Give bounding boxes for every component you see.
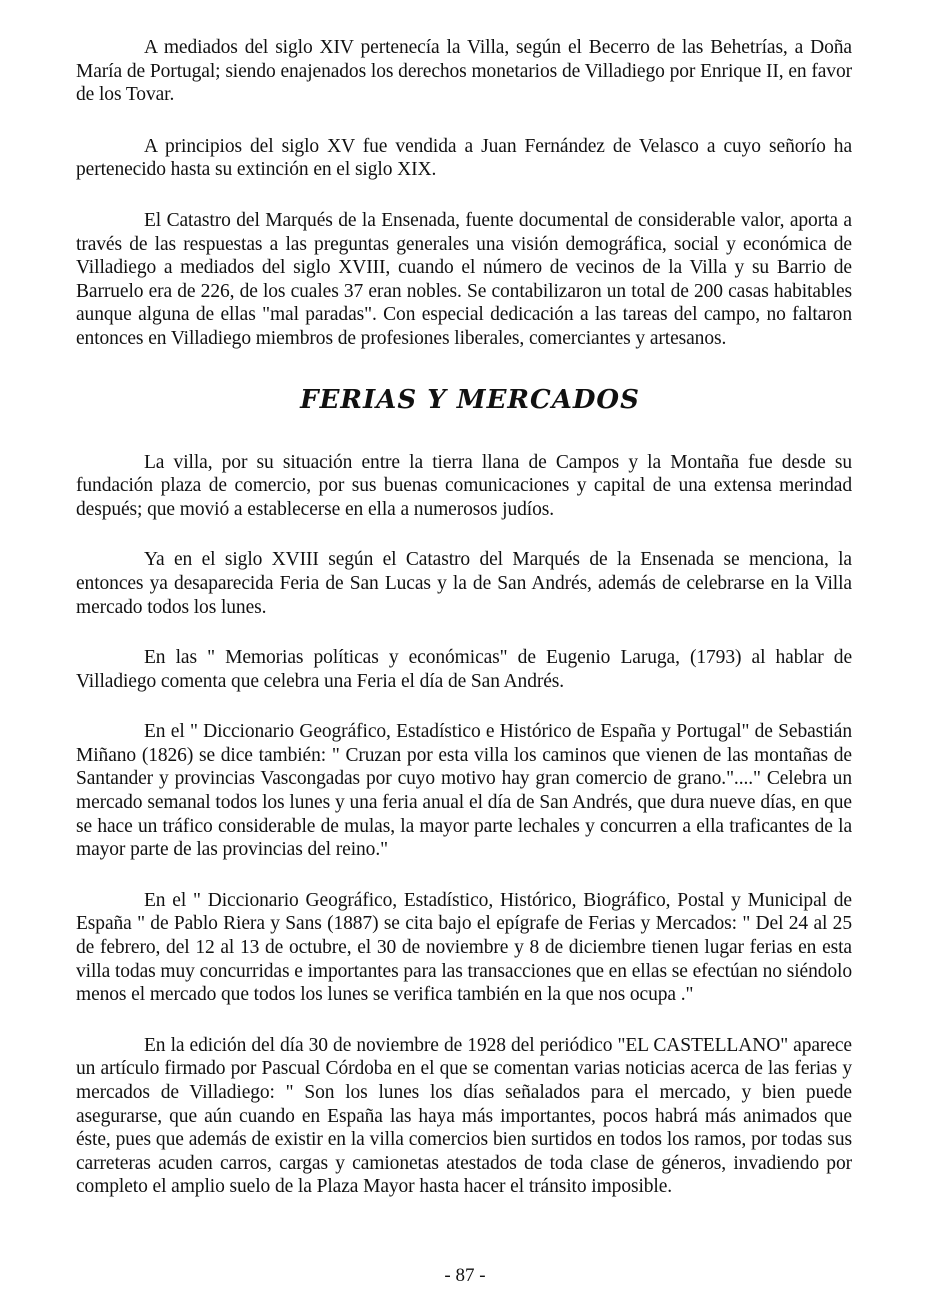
paragraph-villa-comercio: La villa, por su situación entre la tierra llana de Campos y la Montaña fue desde su fundación plaza de comercio, por sus buenas comunicaciones y capital de una extensa merindad después; que movió a establecerse en ella a numerosos judíos. (76, 451, 852, 520)
paragraph-minano: En el " Diccionario Geográfico, Estadístico e Histórico de España y Portugal" de Sebastián Miñano (1826) se dice también: " Cruzan por esta villa los caminos que vienen de las montañas de Santander y provincias Vascongadas por cuyo motivo hay gran comercio de grano."...." Celebra un mercado semanal todos los lunes y una feria anual el día de San Andrés, que dura nueve días, en que se hace un tráfico considerable de mulas, la mayor parte lechales y concurren a ella traficantes de la mayor parte de las provincias del reino." (76, 721, 852, 861)
paragraph-laruga: En las " Memorias políticas y económicas" de Eugenio Laruga, (1793) al hablar de Villadiego comenta que celebra una Feria el día de San Andrés. (76, 647, 852, 692)
paragraph-siglo-xv: A principios del siglo XV fue vendida a Juan Fernández de Velasco a cuyo señorío ha pertenecido hasta su extinción en el siglo XIX. (76, 135, 852, 181)
paragraph-siglo-xviii-ferias: Ya en el siglo XVIII según el Catastro del Marqués de la Ensenada se menciona, la entonces ya desaparecida Feria de San Lucas y la de San Andrés, además de celebrarse en la Villa mercado todos los lunes. (76, 549, 852, 618)
paragraph-el-castellano: En la edición del día 30 de noviembre de 1928 del periódico "EL CASTELLANO" aparece un artículo firmado por Pascual Córdoba en el que se comentan varias noticias acerca de las ferias y mercados de Villadiego: " Son los lunes los días señalados para el mercado, y bien puede asegurarse, que aún cuando en España las haya más importantes, pocos habrá más animados que éste, pues que además de existir en la villa comercios bien surtidos en todos los ramos, por todas sus carreteras acuden carros, cargas y camionetas atestados de toda clase de géneros, invadiendo por completo el amplio suelo de la Plaza Mayor hasta hacer el tránsito imposible. (76, 1034, 852, 1198)
paragraph-riera-sans: En el " Diccionario Geográfico, Estadístico, Histórico, Biográfico, Postal y Municipal de España " de Pablo Riera y Sans (1887) se cita bajo el epígrafe de Ferias y Mercados: " Del 24 al 25 de febrero, del 12 al 13 de octubre, el 30 de noviembre y 8 de diciembre tienen lugar ferias en esta villa todas muy concurridas e importantes para las transacciones que en ellas se efectúan no siéndolo menos el mercado que todos los lunes se verifica también en la que nos ocupa ." (76, 889, 852, 1006)
page-number: - 87 - (444, 1265, 486, 1286)
paragraph-catastro: El Catastro del Marqués de la Ensenada, fuente documental de considerable valor, aporta a través de las respuestas a las preguntas generales una visión demográfica, social y económica de Villadiego a mediados del siglo XVIII, cuando el número de vecinos de la Villa y su Barrio de Barruelo era de 226, de los cuales 37 eran nobles. Se contabilizaron un total de 200 casas habitables aunque alguna de ellas "mal paradas". Con especial dedicación a las tareas del campo, no faltaron entonces en Villadiego miembros de profesiones liberales, comerciantes y artesanos. (76, 209, 852, 349)
paragraph-siglo-xiv: A mediados del siglo XIV pertenecía la Villa, según el Becerro de las Behetrías, a Doña María de Portugal; siendo enajenados los derechos monetarios de Villadiego por Enrique II, en favor de los Tovar. (76, 37, 852, 106)
section-title: FERIAS Y MERCADOS (300, 384, 640, 415)
